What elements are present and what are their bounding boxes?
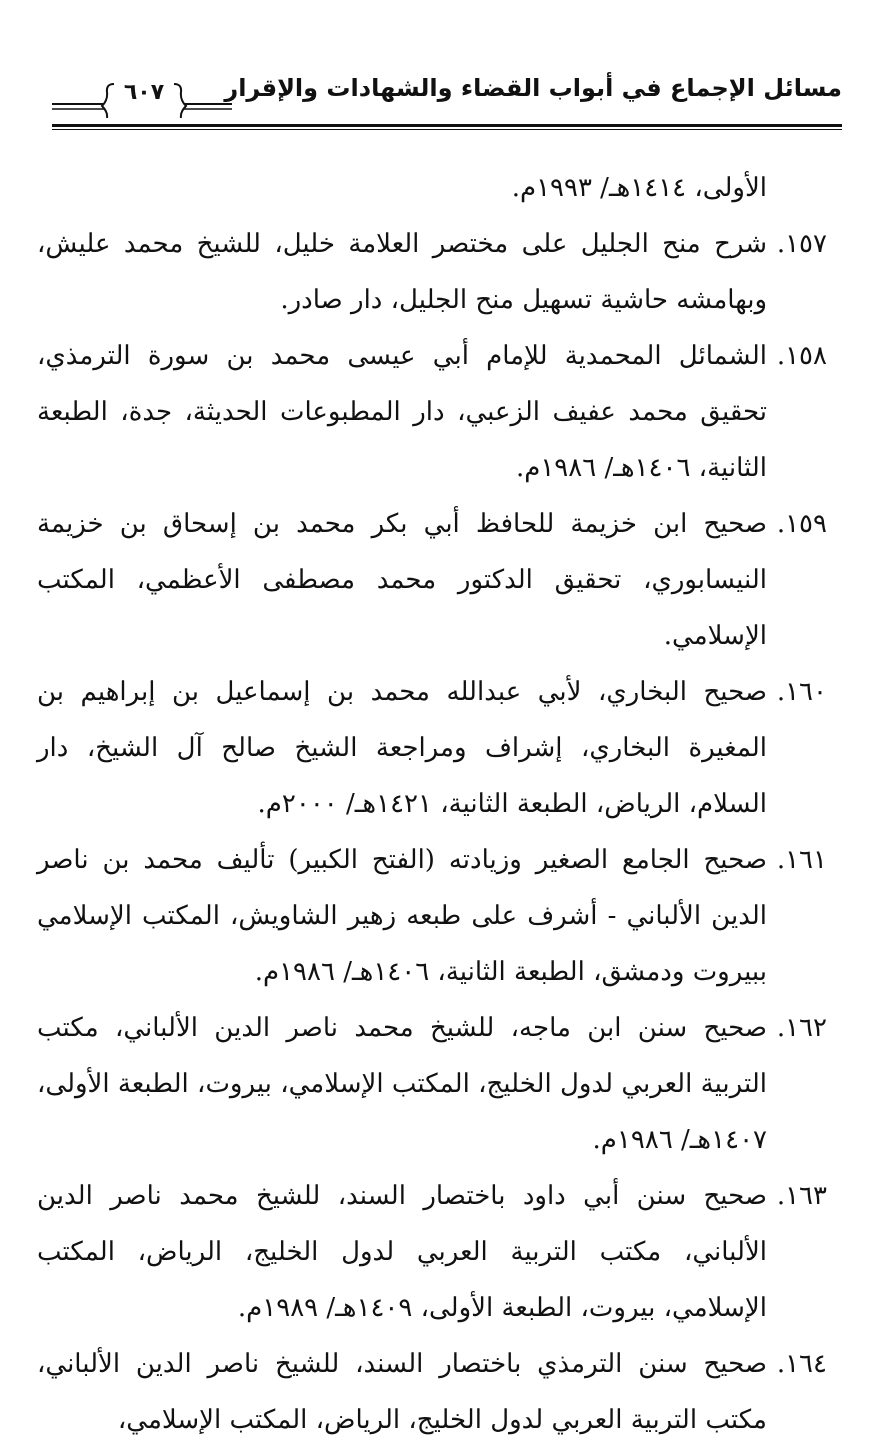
- bibliography-entry: [37, 496, 827, 664]
- entry-number: ١٦٠.: [776, 677, 827, 707]
- entry-number: ١٦٤.: [776, 1349, 827, 1379]
- entry-text: الشمائل المحمدية للإمام أبي عيسى محمد بن سورة الترمذي، تحقيق محمد عفيف الزعبي، دار المطبوعات الحديثة، جدة، الطبعة الثانية، ١٤٠٦هـ/ ١٩٨٦م.: [37, 341, 767, 483]
- entry-number: ١٥٧.: [776, 229, 827, 259]
- header-divider: [52, 124, 842, 130]
- bibliography-list: [37, 160, 827, 1448]
- bibliography-entry: [37, 664, 827, 832]
- entry-number: ١٦١.: [776, 845, 827, 875]
- entry-text: صحيح سنن الترمذي باختصار السند، للشيخ ناصر الدين الألباني، مكتب التربية العربي لدول الخليج، الرياض، المكتب الإسلامي،: [37, 1349, 767, 1435]
- bibliography-entry: [37, 216, 827, 328]
- entry-text: صحيح سنن أبي داود باختصار السند، للشيخ محمد ناصر الدين الألباني، مكتب التربية العربي لدول الخليج، الرياض، المكتب الإسلامي، بيروت، الطبعة الأولى، ١٤٠٩هـ/ ١٩٨٩م.: [37, 1181, 767, 1323]
- entry-number: ١٦٢.: [776, 1013, 827, 1043]
- entry-number: ١٦٣.: [776, 1181, 827, 1211]
- entry-text: صحيح الجامع الصغير وزيادته (الفتح الكبير) تأليف محمد بن ناصر الدين الألباني - أشرف على طبعه زهير الشاويش، المكتب الإسلامي ببيروت ودمشق، الطبعة الثانية، ١٤٠٦هـ/ ١٩٨٦م.: [37, 845, 767, 987]
- entry-text: صحيح ابن خزيمة للحافظ أبي بكر محمد بن إسحاق بن خزيمة النيسابوري، تحقيق الدكتور محمد مصطفى الأعظمي، المكتب الإسلامي.: [37, 509, 767, 651]
- entry-number: ١٥٨.: [776, 341, 827, 371]
- running-title: مسائل الإجماع في أبواب القضاء والشهادات والإقرار: [224, 74, 842, 102]
- entry-text: صحيح البخاري، لأبي عبدالله محمد بن إسماعيل بن إبراهيم بن المغيرة البخاري، إشراف ومراجعة الشيخ صالح آل الشيخ، دار السلام، الرياض، الطبعة الثانية، ١٤٢١هـ/ ٢٠٠٠م.: [37, 677, 767, 819]
- entry-number: ١٥٩.: [776, 509, 827, 539]
- page-header: [52, 70, 842, 130]
- bibliography-entry: [37, 1000, 827, 1168]
- bibliography-entry: [37, 1168, 827, 1336]
- bibliography-entry: [37, 1336, 827, 1448]
- page-number: ٦٠٧: [123, 80, 165, 105]
- entry-text: شرح منح الجليل على مختصر العلامة خليل، للشيخ محمد عليش، وبهامشه حاشية تسهيل منح الجليل، دار صادر.: [37, 229, 767, 315]
- bibliography-entry: [37, 832, 827, 1000]
- bibliography-entry: [37, 328, 827, 496]
- entry-text: صحيح سنن ابن ماجه، للشيخ محمد ناصر الدين الألباني، مكتب التربية العربي لدول الخليج، المكتب الإسلامي، بيروت، الطبعة الأولى، ١٤٠٧هـ/ ١٩٨٦م.: [37, 1013, 767, 1155]
- continued-entry-text: الأولى، ١٤١٤هـ/ ١٩٩٣م.: [511, 173, 767, 203]
